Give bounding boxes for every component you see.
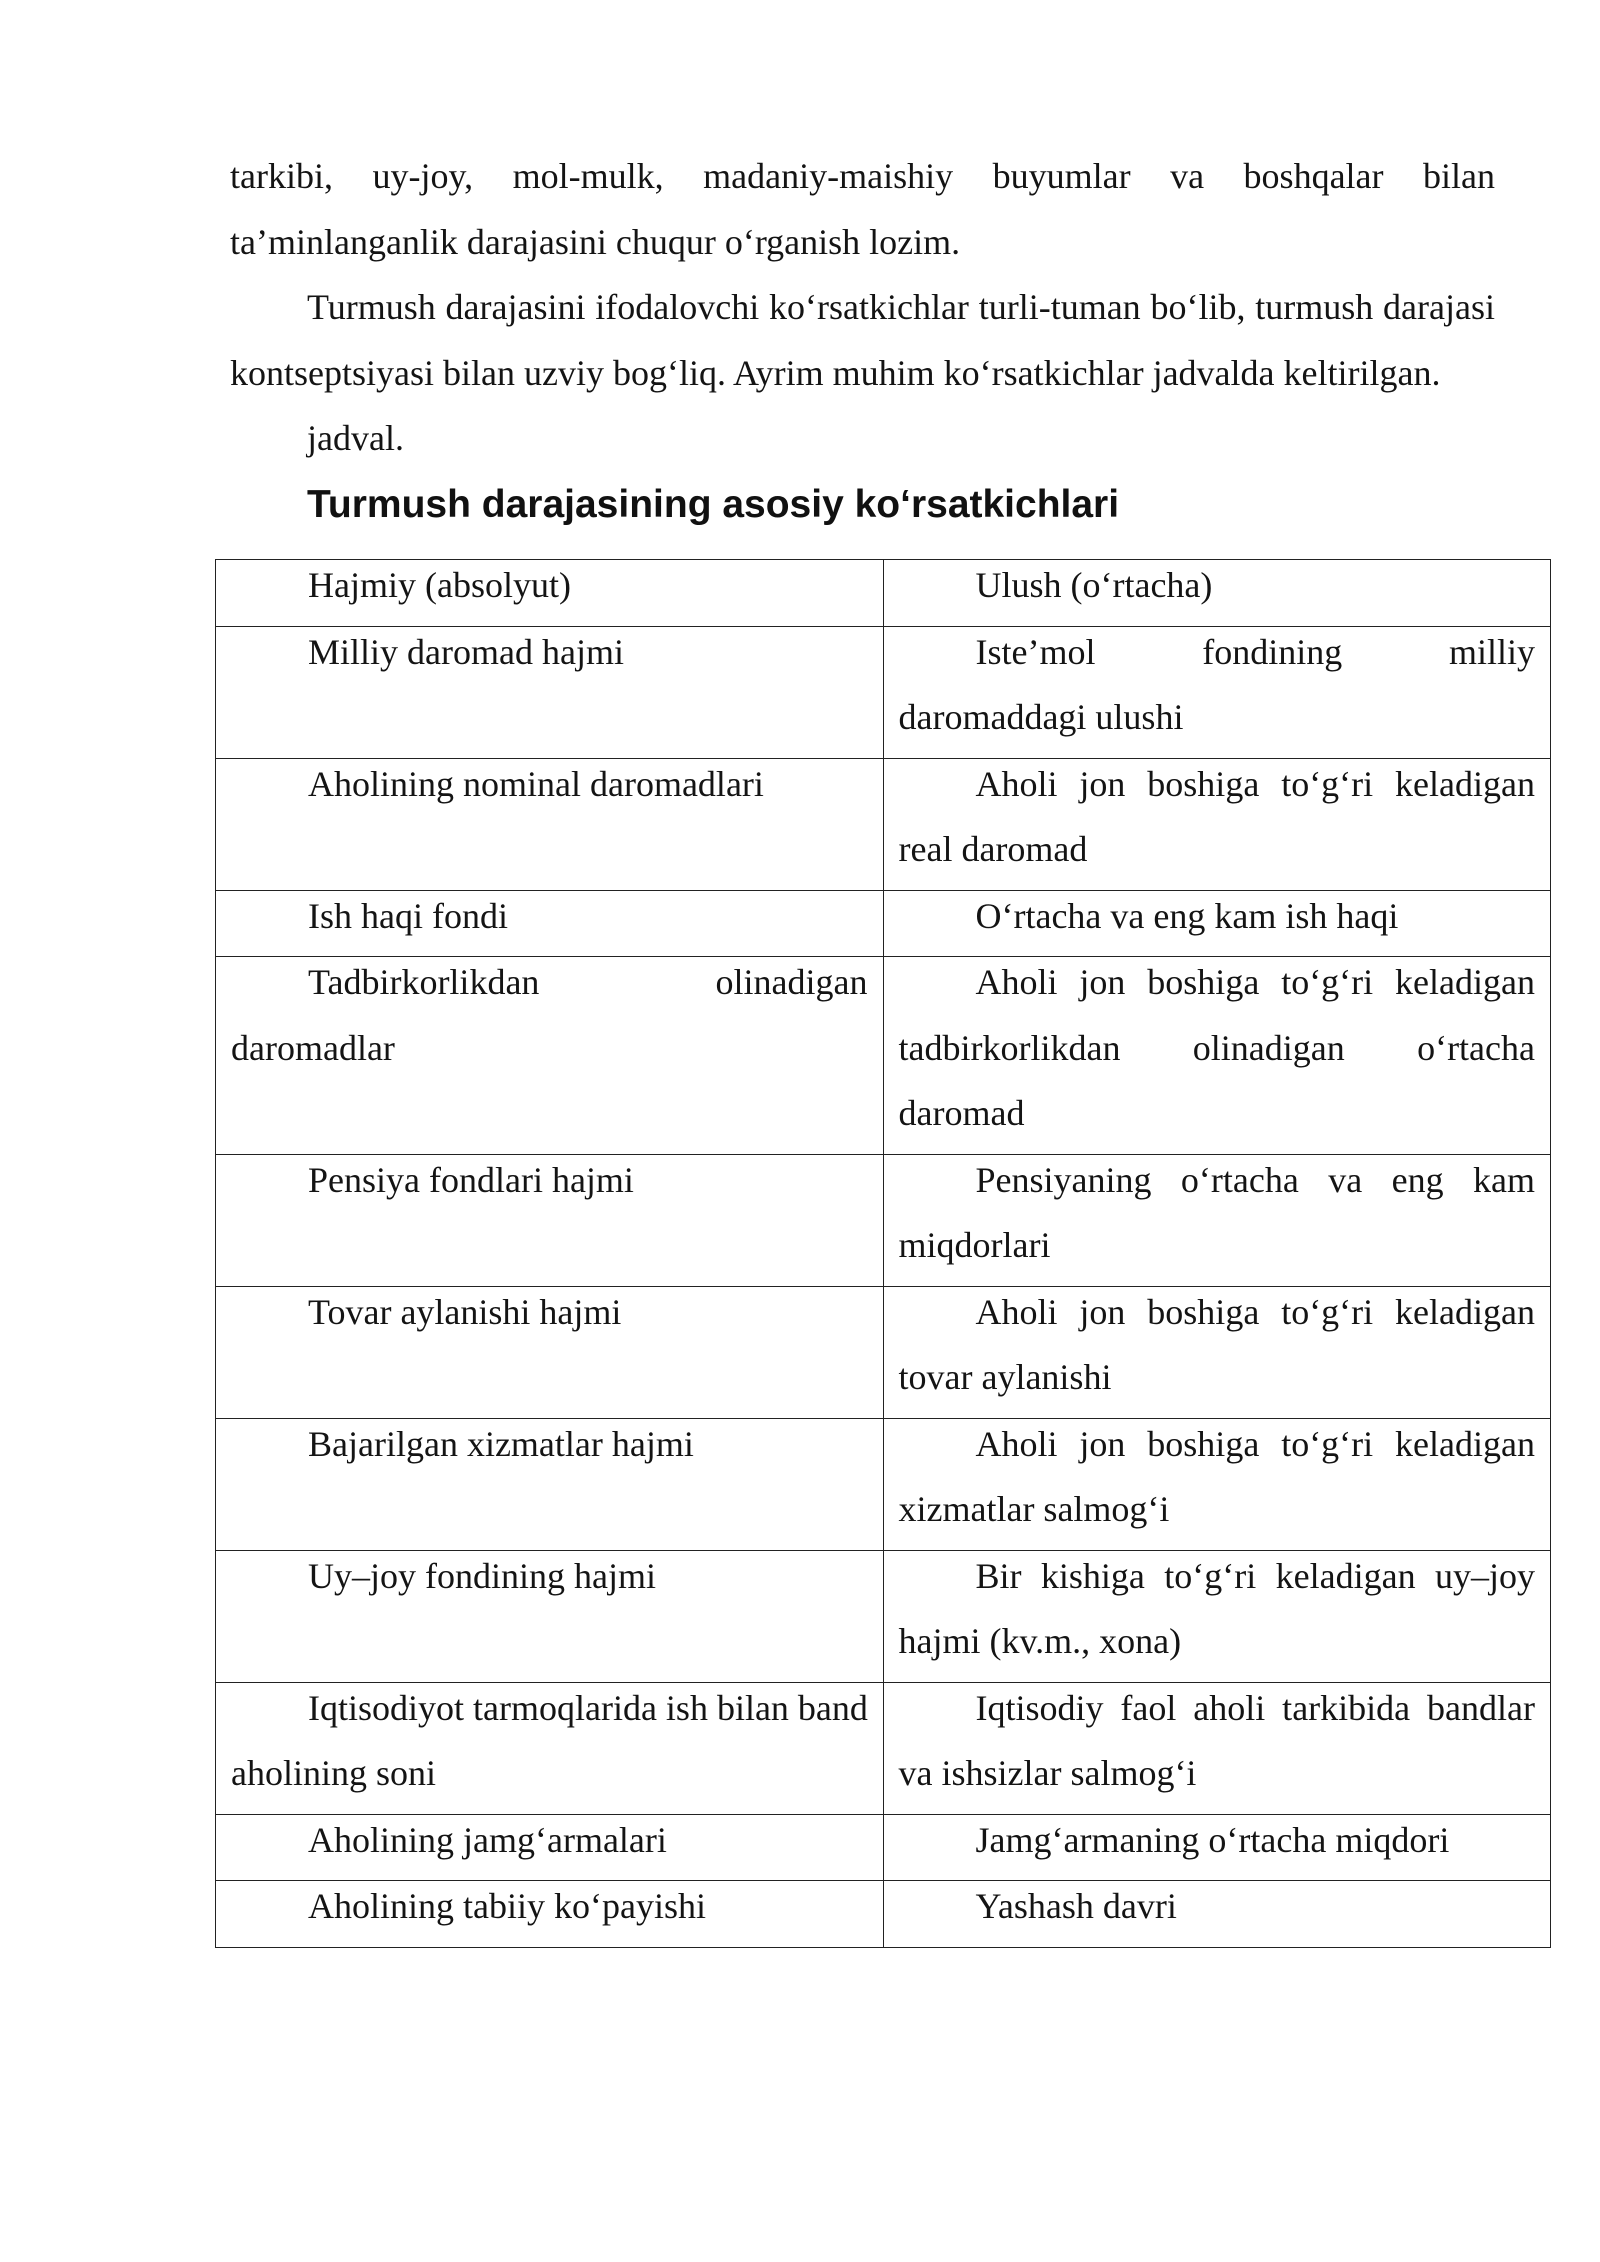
cell-line: xizmatlar salmog‘i [898,1489,1170,1529]
table-cell-share [883,1550,1551,1682]
table-row [216,1550,1551,1682]
cell-line: O‘rtacha va eng kam ish haqi [975,895,1399,936]
paragraph-line: kontseptsiyasi bilan uzviy bog‘liq. Ayrim muhim ko‘rsatkichlar jadvalda keltirilgan. [230,352,1441,393]
table-cell-share [883,957,1551,1155]
cell-line: Ish haqi fondi [308,895,508,936]
table-cell-absolute [216,1881,884,1948]
table-cell-absolute [216,1418,884,1550]
cell-line: Aholining nominal daromadlari [308,763,764,804]
table-header-row [216,560,1551,627]
cell-line: Iqtisodiyot tarmoqlarida ish bilan band [308,1687,868,1728]
paragraph [230,144,1495,275]
table-row [216,957,1551,1155]
body-text [230,144,1495,538]
paragraph-line: ta’minlanganlik darajasini chuqur o‘rganish lozim. [230,221,961,262]
cell-line: Aholi jon boshiga to‘g‘ri keladigan [975,962,1535,1002]
table-cell-share [883,1418,1551,1550]
table-cell-absolute [216,758,884,890]
cell-line: tadbirkorlikdan olinadigan o‘rtacha [898,1027,1535,1068]
table-cell-share [883,890,1551,957]
paragraph [230,406,1495,472]
table-title: Turmush darajasining asosiy ko‘rsatkichlari [307,482,1120,526]
table-cell-share [883,626,1551,758]
paragraph-line: jadval. [307,418,404,458]
table-cell-share [883,1154,1551,1286]
table-cell-absolute [216,890,884,957]
table-cell-absolute [216,626,884,758]
paragraph-line: tarkibi, uy-joy, mol-mulk, madaniy-maishiy buyumlar va boshqalar bilan [230,156,1495,196]
table-cell-share [883,1286,1551,1418]
table-cell-share [883,1881,1551,1948]
cell-line: Milliy daromad hajmi [308,631,624,672]
table-cell-share [883,1814,1551,1881]
cell-line: Aholi jon boshiga to‘g‘ri keladigan [975,1291,1535,1332]
cell-line: miqdorlari [898,1225,1051,1265]
table-row [216,1286,1551,1418]
table-cell-absolute [216,1286,884,1418]
cell-line: Yashash davri [975,1886,1177,1926]
table-row [216,1814,1551,1881]
cell-line: Bajarilgan xizmatlar hajmi [308,1423,694,1464]
cell-line: aholining soni [231,1753,436,1793]
cell-line: daromaddagi ulushi [898,697,1184,737]
cell-line: Aholi jon boshiga to‘g‘ri keladigan [975,763,1535,804]
table-row [216,1682,1551,1814]
cell-line: Aholi jon boshiga to‘g‘ri keladigan [975,1423,1535,1464]
table-row [216,1418,1551,1550]
cell-line: real daromad [898,829,1088,869]
cell-line: Pensiya fondlari hajmi [308,1159,634,1200]
cell-line: Hajmiy (absolyut) [308,565,571,605]
table-row [216,1881,1551,1948]
cell-line: Jamg‘armaning o‘rtacha miqdori [975,1819,1450,1860]
indicators-table [215,559,1551,1948]
table-cell-absolute [216,1550,884,1682]
table-cell-absolute [216,1814,884,1881]
table-cell-absolute [216,1682,884,1814]
table-cell-absolute [216,560,884,627]
cell-line: Pensiyaning o‘rtacha va eng kam [975,1159,1535,1200]
cell-line: daromadlar [231,1027,395,1068]
cell-line: Ulush (o‘rtacha) [975,565,1213,605]
table-row [216,890,1551,957]
cell-line: Aholining tabiiy ko‘payishi [308,1886,706,1926]
table-row [216,758,1551,890]
table-cell-share [883,560,1551,627]
cell-line: Bir kishiga to‘g‘ri keladigan uy–joy [975,1555,1535,1596]
cell-line: Iste’mol fondining milliy [975,631,1535,672]
cell-line: hajmi (kv.m., xona) [898,1621,1182,1661]
table-cell-absolute [216,1154,884,1286]
table-cell-share [883,1682,1551,1814]
cell-line: Iqtisodiy faol aholi tarkibida bandlar [975,1687,1535,1728]
table-cell-absolute [216,957,884,1155]
cell-line: Aholining jamg‘armalari [308,1819,667,1860]
table-cell-share [883,758,1551,890]
cell-line: va ishsizlar salmog‘i [898,1753,1197,1793]
cell-line: Tovar aylanishi hajmi [308,1291,622,1332]
cell-line: Uy–joy fondining hajmi [308,1555,656,1596]
paragraph [230,275,1495,406]
cell-line: daromad [898,1093,1025,1133]
cell-line: Tadbirkorlikdan olinadigan [308,962,868,1002]
table-row [216,626,1551,758]
paragraph-line: Turmush darajasini ifodalovchi ko‘rsatkichlar turli-tuman bo‘lib, turmush darajasi [307,287,1495,327]
table-row [216,1154,1551,1286]
cell-line: tovar aylanishi [898,1357,1112,1397]
